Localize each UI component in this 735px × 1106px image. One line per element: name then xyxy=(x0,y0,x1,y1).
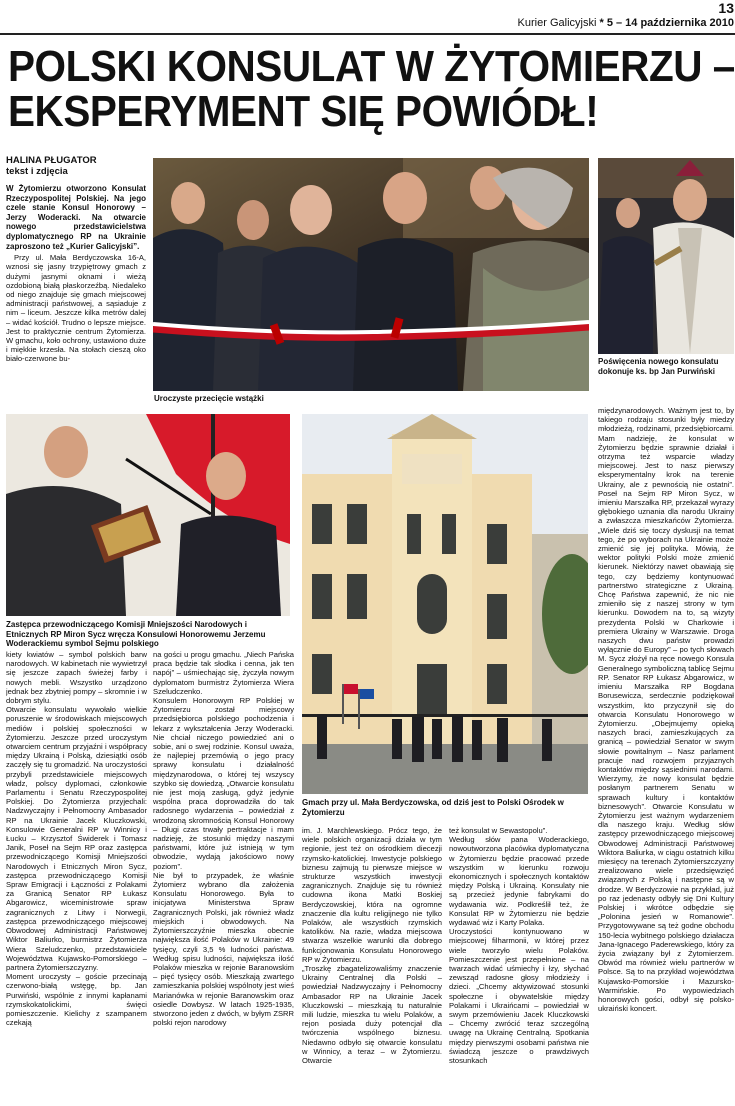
column-bottom-2 xyxy=(153,650,294,1106)
column-right xyxy=(598,406,734,1106)
article-lead: W Żytomierzu otworzono Konsulat Rzeczypospolitej Polskiej. Na jego czele stanie Konsul Honorowy – Jerzy Woderacki. Na otwarcie nowego przedstawicielstwa dyplomatycznego RP na Ukrainie zaproszono też „Kurier Galicyjski”. xyxy=(6,184,146,251)
publication-name: Kurier Galicyjski xyxy=(517,17,597,29)
article-headline xyxy=(8,42,735,136)
photo-ribbon-cutting xyxy=(153,158,589,391)
header-rule xyxy=(0,33,735,35)
paragraph: Przy ul. Mała Berdyczowska 16-A, wznosi się jasny trzypiętrowy gmach z dużymi jasnymi oknami i wieżą ozdobioną białą płaskorzeźbą. Niedaleko od niego znajduje się gmach miejscowej administracji państwowej, a sąsiaduje z nim – liceum. Jeszcze kilka metrów dalej – widać kościół. Trudno o lepsze miejsce. Jest to praktycznie centrum Żytomierza. W gmachu, koło ochrony, ustawiono duże i miękkie krzesła. Na stołach cieszą oko biało-czerwone bu- xyxy=(6,253,146,364)
header-separator: * xyxy=(599,17,604,29)
paragraph: kiety kwiatów – symbol polskich barw narodowych. W kabinetach nie wywietrzył się jeszcze zapach świeżej farby i nowych mebli. Wszystko urządzono jednak bez zbytniej pompy – skromnie i w dobrym stylu. Otwarcie konsulatu wywołało wielkie poruszenie w środowiskach miejscowych mediów i polskiej społeczności w Żytomierzu. Jeszcze przed uroczystym otwarciem centrum przyjaźni i współpracy między Ukrainą i Polską, dziesiątki osób zaczęły się tu gromadzić. Na uroczystości przybyli przedstawiciele miejscowych władz, polscy dyplomaci, członkowie Parlamentu i Senatu Rzeczypospolitej Polskiej. Do Żytomierza przyjechali: Nadzwyczajny i Pełnomocny Ambasador RP na Ukrainie Jacek Kluczkowski, Konsulowie Generalni RP w Winnicy i Łucku – Krzysztof Świderek i Tomasz Janik, Poseł na Sejm RP oraz zastępca przewodniczącego Komisji Mniejszości Narodowych i Etnicznych Miron Sycz, zastępca przewodniczącego Komisji Spraw Emigracji i Łączności z Polakami za Granicą Senator RP Łukasz Abgarowicz, wiceministrowie spraw zagranicznych z Litwy i Norwegii, zastępca przewodniczącego miejscowej Obwodowej Administracji Państwowej Wiktor Baliurko, burmistrz Żytomierza Wiera Szeludczenko, przedstawiciele Województwa Kujawsko-Pomorskiego – partnera Żytomierszczyzny. Moment uroczysty – goście przecinają czerwono-białą wstęgę, bp. Jan Purwiński, wspólnie z innymi kapłanami rzymskokatolickimi, święci pomieszczenie. Kielichy z szampanem czekają xyxy=(6,650,147,1028)
caption-symbol: Zastępca przewodniczącego Komisji Mniejszości Narodowych i Etnicznych RP Miron Sycz wręcza Konsulowi Honorowemu Jerzemu Woderackiemu symbol Sejmu polskiego xyxy=(6,620,266,649)
caption-building: Gmach przy ul. Mała Berdyczowska, od dziś jest to Polski Ośrodek w Żytomierzu xyxy=(302,798,564,817)
author-name: HALINA PŁUGATOR xyxy=(6,155,97,166)
caption-ribbon: Uroczyste przecięcie wstążki xyxy=(154,394,264,403)
caption-blessing: Poświęcenia nowego konsulatu dokonuje ks. bp Jan Purwiński xyxy=(598,357,719,376)
running-header xyxy=(420,17,734,29)
headline-line-2: EKSPERYMENT SIĘ POWIÓDŁ! xyxy=(8,87,599,136)
photo-building xyxy=(302,414,588,794)
column-1-top xyxy=(6,184,146,412)
column-bottom-4 xyxy=(449,826,589,1106)
author-note: tekst i zdjęcia xyxy=(6,166,68,177)
paragraph: na gości u progu gmachu. „Niech Pańska praca będzie tak słodka i cenna, jak ten napój” – uśmiechając się, życzyła nowym dyplomatom burmistrz Żytomierza Wiera Szeludczenko. Konsulem Honorowym RP Polskiej w Żytomierzu został miejscowy przedsiębiorca polskiego pochodzenia i lekarz z wykształcenia Jerzy Woderacki. Nie chciał niczego powiedzieć ani o sobie, ani o swej rodzinie. Konsul uważa, że najlepiej przemówią o jego pracy sprawy konsulatu i działalność międzynarodowa, o której tej wszyscy szybko się dowiedzą. „Otwarcie konsulatu nie jest moją zasługą, gdyż jedynie wspólna praca doprowadziła do tak radosnego wydarzenia – powiedział z wrodzoną skromnością Konsul Honorowy – Długi czas trwały pertraktacje i mam nadzieję, że stosunki między naszymi państwami, które już istnieją w tym obwodzie, wydają jakościowo nowy poziom”. Nie był to przypadek, że właśnie Żytomierz wybrano dla założenia Konsulatu Honorowego. Była to inicjatywa Ministerstwa Spraw Zagranicznych Polski, jak również władz miejskich i obwodowych. Na Żytomierszczyźnie mieszka obecnie największa ilość Polaków w Ukrainie: 49 tysięcy, czyli 3,5 % ludności państwa. Według spisu ludności, największa ilość Polaków mieszka w rejonie Baranowskim – pięć tysięcy osób. Mieszkają zwartego zamieszkania polskiej wspólnoty jest wieś Marianówka w rejonie Baranowskim oraz osiedle Dowbysz. W latach 1925-1935, stworzono jeden z dwóch, w byłym ZSRR polski rejon narodowy xyxy=(153,650,294,1028)
paragraph: międzynarodowych. Ważnym jest to, by takiego rodzaju stosunki były miedzy młodzieżą, rodzinami, przedsiębiorcami. Mam nadzieję, że konsulat w Żytomierzu będzie sprawnie działał i otrzyma też wsparcie władzy miejscowej. Jest to nasz pierwszy eksperymentalny krok na terenie Ukrainy, ale z pewnością nie ostatni”. Poseł na Sejm RP Miron Sycz, w imieniu Marszałka RP, przekazał wyrazy głębokiego uznania dla narodu Ukrainy a zwłaszcza mieszkańców Żytomierza. „Wiele dziś się toczy dyskusji na temat tego, że po wyborach na Ukrainie może zmienić się jej polityka. Mówią, że wektor polityki Polski może zmienić kierunek. Niektórzy nawet obawiają się tego, czy będziemy kontynuować partnerstwo strategiczne z Ukrainą. Chcę Państwa zapewnić, że nic nie zmieniło się z naszej strony w tym kierunku. Dowodem na to, są wizyty prezydenta Polski w Charkowie i premiera Ukrainy w Warszawie. Droga naszych dwu państw prowadzi wyłącznie do Europy” – po tych słowach M. Sycz złożył na ręce nowego Konsula Generalnego symboliczną tablicę Sejmu RP. Senator RP Łukasz Abgarowicz, w imieniu Marszałka RP Bogdana Borusewicza, serdecznie podziękował wszystkim, kto przyczynił się do otwarcia Konsulatu Honorowego w Żytomierzu. „Obejmujemy opieką naszych braci, zamieszkujących za granicą – powiedział Senator w swym słowie powitalnym – Nasz parlament pracuje nad rozwojem przyjaznych kontaktów między sąsiednimi narodami. Wierzymy, że nowy konsulat będzie posłanym partnerem Senatu w sprawach kultury i kontaktów biznesowych”. Otwarcie Konsulatu w Żytomierzu jest ważnym wydarzeniem dla naszego kraju. Według słów zastępcy przewodniczącego miejscowej Obwodowej Administracji Państwowej Wiktora Baliurka, w ciągu ostatnich kilku miesięcy na terenach Żytomierszczyzny zrealizowano wiele przedsięwzięć związanych z Polską i następne są w drodze. W Berdyczowie na przykład, już po raz jedenasty odbyły się Dni Kultury Polskiej i wkrótce odbędzie się „Polonina jesień w Romanowie”. Przygotowywane są też godne obchodu 150-lecia wybitnego polskiego działacza Jana-Ignacego Paderewskiego, który za życia związany był z Żytomierzem. Obwód ma również wielu partnerów w Polsce. Są to na przykład województwa Kujawsko-Pomorskie i Mazursko-Warmińskie. Po wypowiedziach honorowych gości, odbył się polsko-ukraiński koncert. xyxy=(598,406,734,1014)
paragraph: też konsulat w Sewastopolu”. Według słów pana Woderackiego, nowoutworzona placówka dyplomatyczna w Żytomierzu będzie pracować przede wszystkim w kierunku rozwoju ekonomicznych i społecznych kontaktów między Polską i Ukrainą. Konsulaty nie są przecież jedynie fabrykami do wydawania wiz. Podkreślił też, że Konsulat RP w Żytomierzu nie będzie wydawać wiz i Karty Polaka. Uroczystości kontynuowano w miejscowej filharmonii, w której przez wiele tworzyło wielu Polaków. Pomieszczenie jest przepełnione – na twarzach widać uśmiechy i łzy, słychać zewsząd radosne głosy młodzieży i dzieci. „Chcemy aktywizować stosunki społeczne i obywatelskie między Polakami i Ukraińcami – powiedział w swym przemówieniu Jacek Kluczkowski – Chcemy zwrócić teraz szczególną uwagę na Ukrainę Centralną. Spotkania między pierwszymi osobami państwa nie świadczą jeszcze o prawdziwych stosunkach xyxy=(449,826,589,1066)
photo-blessing xyxy=(598,158,734,354)
headline-line-1: POLSKI KONSULAT W ŻYTOMIERZU – xyxy=(8,42,735,91)
byline xyxy=(6,155,146,177)
paragraph: im. J. Marchlewskiego. Prócz tego, że wiele polskich organizacji działa w tym regionie, jest też on ośrodkiem diecezji rzymsko-katolickiej. Inwestycje polskiego biznesu zajmują tu pierwsze miejsce w strukturze wszystkich inwestycji zagranicznych. Znajduje się tu również cudowna ikona Matki Boskiej Berdyczowskiej, która na ogromne znaczenie dla kultu religijnego nie tylko Polaków, ale wszystkich rzymskich katolików. Na razie, władza miejscowa stwarza wszelkie warunki dla dobrego funkcjonowania Konsulatu Honorowego RP w Żytomierzu. „Troszkę zbagatelizowaliśmy znaczenie Ukrainy Centralnej dla Polski – powiedział Nadzwyczajny i Pełnomocny Ambasador RP na Ukrainie Jacek Kluczkowski – mieszkają tu naturalnie mili ludzie, mieszka tu wielu Polaków, a rejon posiada duży potencjał dla twórczenia wspólnego biznesu. Niedawno odbyło się otwarcie konsulatu w Winnicy, a teraz – w Żytomierzu. Otwarcie xyxy=(302,826,442,1066)
issue-date: 5 – 14 października 2010 xyxy=(606,17,734,29)
column-bottom-3 xyxy=(302,826,442,1106)
column-bottom-1 xyxy=(6,650,147,1106)
page-number: 13 xyxy=(718,0,734,16)
photo-symbol-presentation xyxy=(6,414,290,616)
